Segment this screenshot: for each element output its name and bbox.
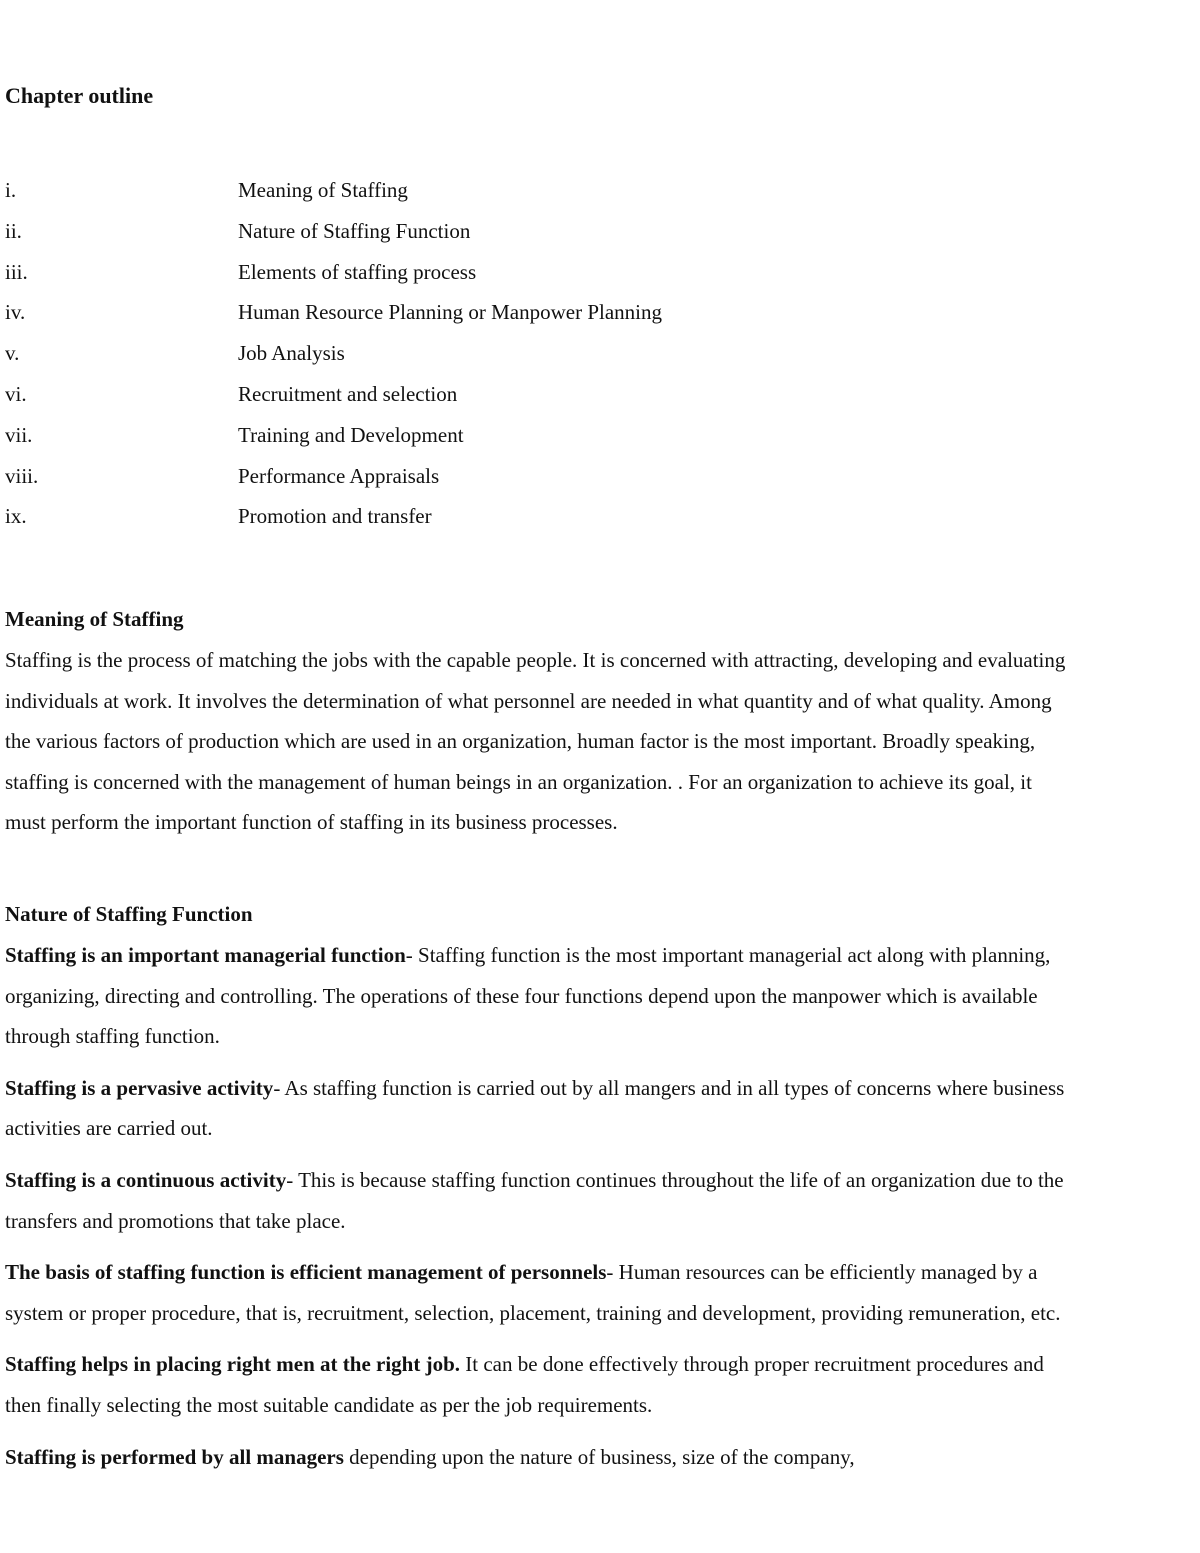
chapter-heading: Chapter outline (5, 83, 154, 108)
outline-number: vii. (5, 422, 33, 447)
outline-title: Promotion and transfer (238, 504, 432, 529)
outline-title: Meaning of Staffing (238, 178, 408, 202)
outline-title: Human Resource Planning or Manpower Planning (238, 300, 663, 325)
outline-item (5, 211, 1105, 252)
outline-item (5, 170, 1105, 211)
nature-item-title: Staffing is performed by all managers (5, 1444, 344, 1469)
nature-item-text: depending upon the nature of business, size of the company, (343, 1444, 855, 1469)
nature-item (5, 1160, 1070, 1241)
outline-number: ii. (5, 218, 22, 243)
chapter-outline-list (5, 170, 1105, 537)
nature-item-text: It can be done effectively through proper recruitment procedures and then finally selecting the most suitable candidate as per the job requirements. (5, 1352, 1044, 1417)
nature-item (5, 1437, 1070, 1478)
meaning-paragraph: Staffing is the process of matching the jobs with the capable people. It is concerned with attracting, developing and evaluating individuals at work. It involves the determination of what personnel are needed in what quantity and of what quality. Among the various factors of production which are used in an organization, human factor is the most important. Broadly speaking, staffing is concerned with the management of human beings in an organization. . For an organization to achieve its goal, it must perform the important function of staffing in its business processes. (5, 648, 1066, 835)
outline-title: Performance Appraisals (238, 463, 440, 488)
outline-title: Training and Development (238, 422, 464, 447)
nature-item-title: Staffing is an important managerial function (5, 943, 406, 967)
outline-number: iii. (5, 259, 28, 284)
nature-item (5, 1344, 1070, 1425)
outline-title: Elements of staffing process (238, 259, 477, 284)
nature-item-text: - This is because staffing function continues throughout the life of an organization due to the transfers and promotions that take place. (5, 1167, 1064, 1233)
outline-number: viii. (5, 463, 39, 488)
nature-heading: Nature of Staffing Function (5, 902, 253, 926)
nature-item (5, 1252, 1070, 1333)
outline-number: vi. (5, 381, 27, 406)
meaning-heading: Meaning of Staffing (5, 607, 184, 631)
outline-number: ix. (5, 504, 27, 529)
nature-list (5, 935, 1070, 1488)
outline-item (5, 456, 1105, 497)
outline-title: Nature of Staffing Function (238, 218, 471, 243)
outline-item (5, 374, 1105, 415)
nature-item-text: - Human resources can be efficiently managed by a system or proper procedure, that is, recruitment, selection, placement, training and development, providing remuneration, etc. (5, 1260, 1061, 1325)
outline-number: i. (5, 178, 17, 202)
nature-item (5, 1068, 1070, 1149)
outline-number: iv. (5, 300, 26, 325)
nature-item-text: - As staffing function is carried out by all mangers and in all types of concerns where business activities are carried out. (5, 1075, 1065, 1141)
outline-item (5, 496, 1105, 537)
outline-item (5, 333, 1105, 374)
nature-item-text: - Staffing function is the most important managerial act along with planning, organizing, directing and controlling. The operations of these four functions depend upon the manpower which is available through staffing function. (5, 943, 1051, 1049)
outline-item (5, 292, 1105, 333)
nature-item-title: The basis of staffing function is efficient management of personnels (5, 1260, 607, 1285)
outline-title: Recruitment and selection (238, 381, 458, 406)
nature-item-title: Staffing helps in placing right men at the right job. (5, 1352, 461, 1377)
nature-item (5, 935, 1070, 1057)
outline-item (5, 252, 1105, 293)
nature-item-title: Staffing is a pervasive activity (5, 1075, 274, 1100)
outline-title: Job Analysis (238, 341, 345, 366)
nature-item-title: Staffing is a continuous activity (5, 1167, 287, 1192)
outline-item (5, 415, 1105, 456)
outline-number: v. (5, 341, 20, 366)
